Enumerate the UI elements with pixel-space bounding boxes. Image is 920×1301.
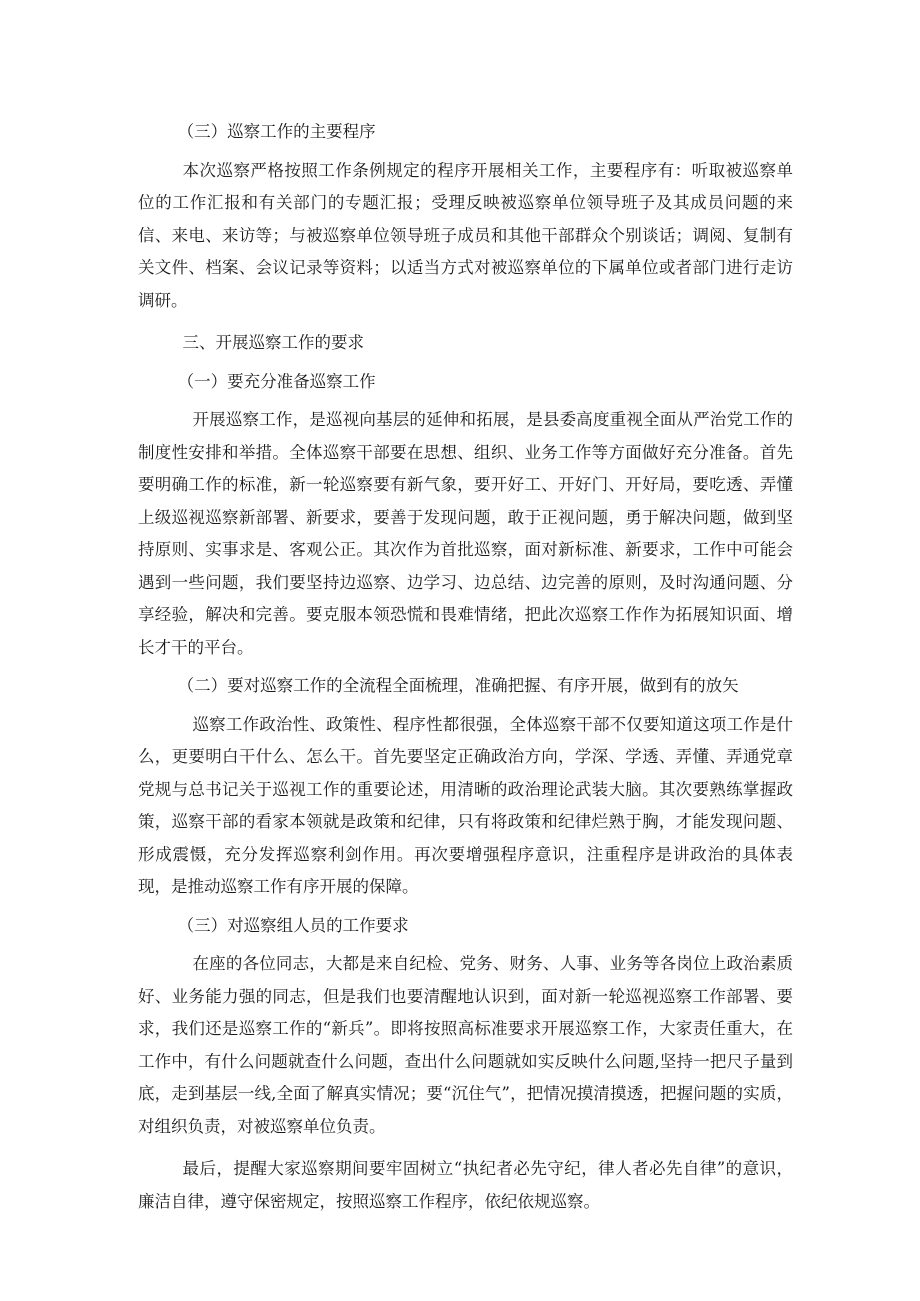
document-body [138,116,793,1218]
paragraph-process-review: 巡察工作政治性、政策性、程序性都很强，全体巡察干部不仅要知道这项工作是什么，更要明白干什么、怎么干。首先要坚定正确政治方向，学深、学透、弄懂、弄通党章党规与总书记关于巡视工作的重要论述，用清晰的政治理论武装大脑。其次要熟练掌握政策，巡察干部的看家本领就是政策和纪律，只有将政策和纪律烂熟于胸，才能发现问题、形成震慑，充分发挥巡察利剑作用。再次要增强程序意识，注重程序是讲政治的具体表现，是推动巡察工作有序开展的保障。 [138,714,793,896]
part-heading-requirements: 三、开展巡察工作的要求 [182,333,365,352]
paragraph-procedures: 本次巡察严格按照工作条例规定的程序开展相关工作，主要程序有：听取被巡察单位的工作汇报和有关部门的专题汇报；受理反映被巡察单位领导班子及其成员问题的来信、来电、来访等；与被巡察单位领导班子成员和其他干部群众个别谈话；调阅、复制有关文件、档案、会议记录等资料；以适当方式对被巡察单位的下属单位或者部门进行走访调研。 [138,160,793,310]
paragraph-preparation: 开展巡察工作，是巡视向基层的延伸和拓展，是县委高度重视全面从严治党工作的制度性安排和举措。全体巡察干部要在思想、组织、业务工作等方面做好充分准备。首先要明确工作的标准，新一轮巡察要有新气象，要开好工、开好门、开好局，要吃透、弄懂上级巡视巡察新部署、新要求，要善于发现问题，敢于正视问题，勇于解决问题，做到坚持原则、实事求是、客观公正。其次作为首批巡察，面对新标准、新要求，工作中可能会遇到一些问题，我们要坚持边巡察、边学习、边总结、边完善的原则，及时沟通问题、分享经验，解决和完善。要克服本领恐慌和畏难情绪，把此次巡察工作作为拓展知识面、增长才干的平台。 [138,410,793,657]
subheading-preparation: （一）要充分准备巡察工作 [177,371,376,391]
section-heading-procedures: （三）巡察工作的主要程序 [177,122,376,141]
paragraph-closing: 最后，提醒大家巡察期间要牢固树立“执纪者必先守纪，律人者必先自律”的意识，廉洁自律，遵守保密规定，按照巡察工作程序，依纪依规巡察。 [138,1159,793,1211]
subheading-team-requirements: （三）对巡察组人员的工作要求 [177,915,409,935]
subheading-process-review: （二）要对巡察工作的全流程全面梳理，准确把握、有序开展，做到有的放矢 [177,676,739,695]
paragraph-team-requirements: 在座的各位同志，大都是来自纪检、党务、财务、人事、业务等各岗位上政治素质好、业务能力强的同志，但是我们也要清醒地认识到，面对新一轮巡视巡察工作部署、要求，我们还是巡察工作的“新兵”。即将按照高标准要求开展巡察工作，大家责任重大，在工作中，有什么问题就查什么问题，查出什么问题就如实反映什么问题,坚持一把尺子量到底，走到基层一线,全面了解真实情况；要“沉住气”，把情况摸清摸透，把握问题的实质，对组织负责，对被巡察单位负责。 [138,954,793,1136]
